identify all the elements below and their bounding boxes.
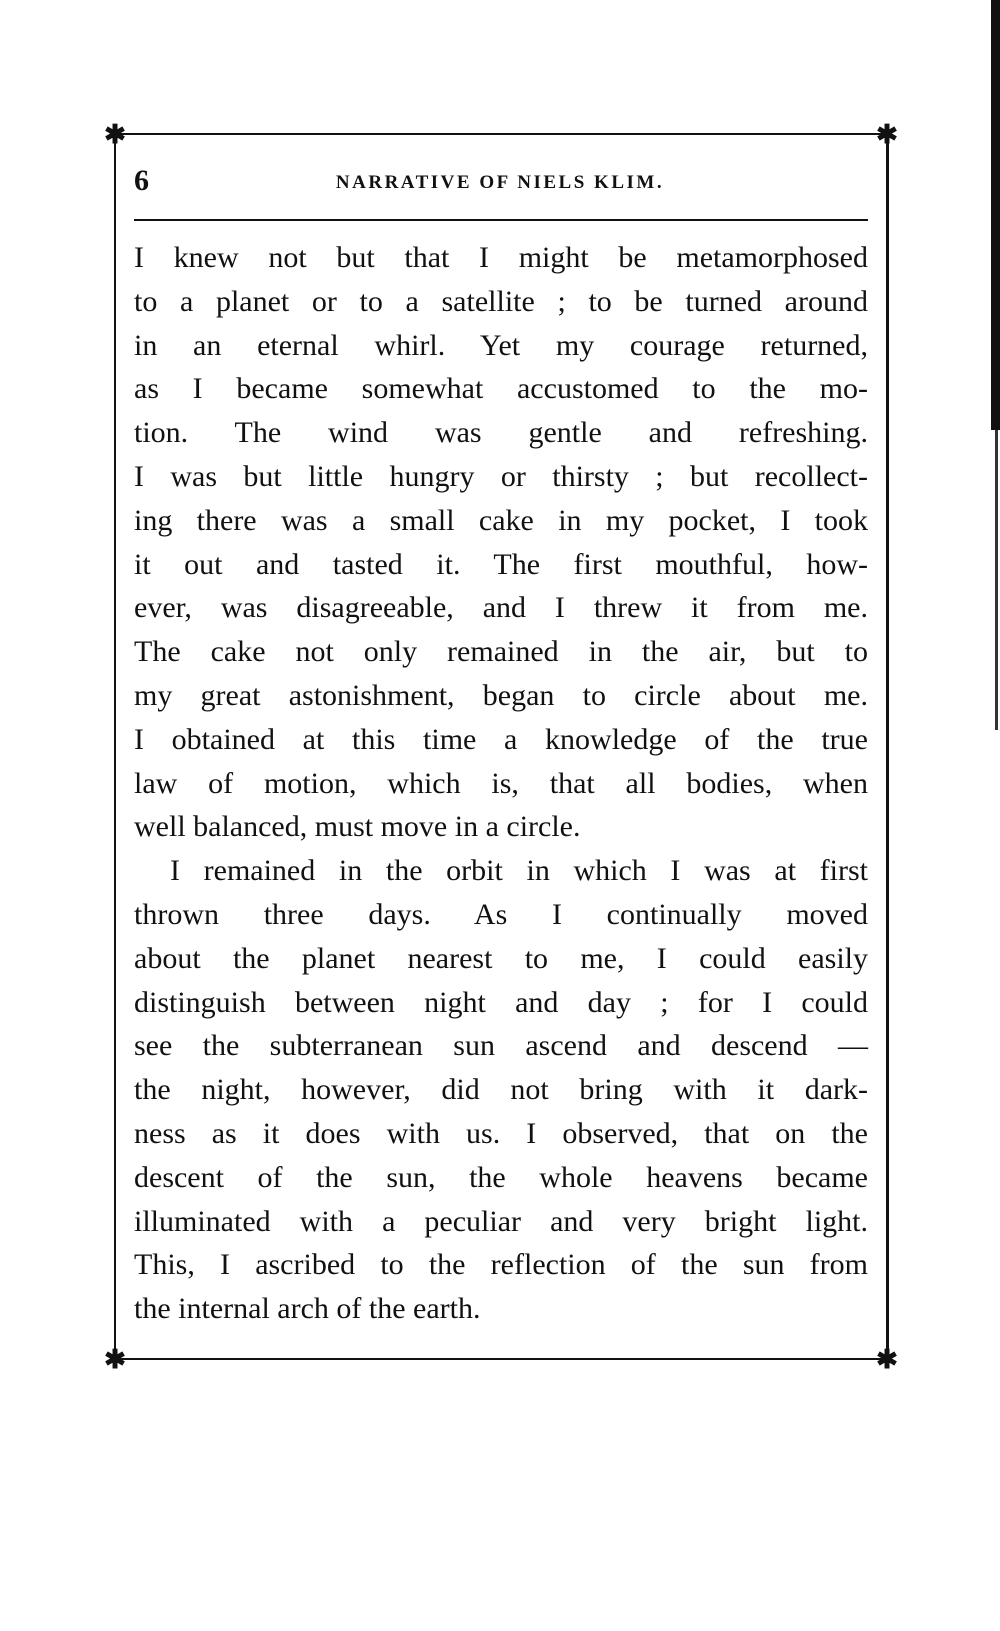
text-line: about the planet nearest to me, I could easily xyxy=(134,941,868,975)
text-line: to a planet or to a satellite ; to be turned around xyxy=(134,284,868,318)
text-line: ness as it does with us. I observed, that on the xyxy=(134,1117,868,1150)
scan-edge-shadow xyxy=(991,0,1000,430)
scan-edge-shadow-lower xyxy=(995,430,998,730)
page-number: 6 xyxy=(134,164,149,197)
text-line: I remained in the orbit in which I was at first xyxy=(170,854,868,888)
text-line: in an eternal whirl. Yet my courage returned, xyxy=(134,328,868,362)
frame-left-rule xyxy=(114,142,116,1352)
corner-star-icon: ✱ xyxy=(876,1345,898,1374)
header-rule xyxy=(134,219,868,221)
text-line: I knew not but that I might be metamorphosed xyxy=(134,241,868,274)
text-line: ing there was a small cake in my pocket, I took xyxy=(134,503,868,537)
running-title xyxy=(0,172,1000,194)
text-line: the internal arch of the earth. xyxy=(134,1292,481,1326)
text-line: thrown three days. As I continually moved xyxy=(134,898,868,931)
text-line: descent of the sun, the whole heavens became xyxy=(134,1160,868,1194)
text-line: well balanced, must move in a circle. xyxy=(134,810,581,844)
text-line: distinguish between night and day ; for I could xyxy=(134,985,868,1019)
text-line: it out and tasted it. The first mouthful, how- xyxy=(134,547,868,581)
text-line: tion. The wind was gentle and refreshing. xyxy=(134,416,868,450)
frame-bottom-rule xyxy=(118,1358,884,1360)
text-line: ever, was disagreeable, and I threw it from me. xyxy=(134,591,868,625)
corner-star-icon: ✱ xyxy=(876,120,898,149)
running-title-text: NARRATIVE OF NIELS KLIM. xyxy=(335,172,665,193)
text-line: law of motion, which is, that all bodies, when xyxy=(134,766,868,800)
frame-right-rule xyxy=(886,142,889,1352)
text-line: illuminated with a peculiar and very bright light. xyxy=(134,1204,868,1238)
text-line: I obtained at this time a knowledge of the true xyxy=(134,722,868,756)
text-line: as I became somewhat accustomed to the mo- xyxy=(134,372,868,406)
text-line: see the subterranean sun ascend and descend — xyxy=(134,1029,868,1063)
text-line: I was but little hungry or thirsty ; but recollect- xyxy=(134,460,868,493)
text-line: The cake not only remained in the air, but to xyxy=(134,635,868,669)
frame-top-rule xyxy=(118,133,884,135)
text-line: This, I ascribed to the reflection of the sun from xyxy=(134,1248,868,1282)
text-line: the night, however, did not bring with it dark- xyxy=(134,1073,868,1107)
text-line: my great astonishment, began to circle about me. xyxy=(134,679,868,712)
corner-star-icon: ✱ xyxy=(104,120,126,149)
corner-star-icon: ✱ xyxy=(104,1345,126,1374)
